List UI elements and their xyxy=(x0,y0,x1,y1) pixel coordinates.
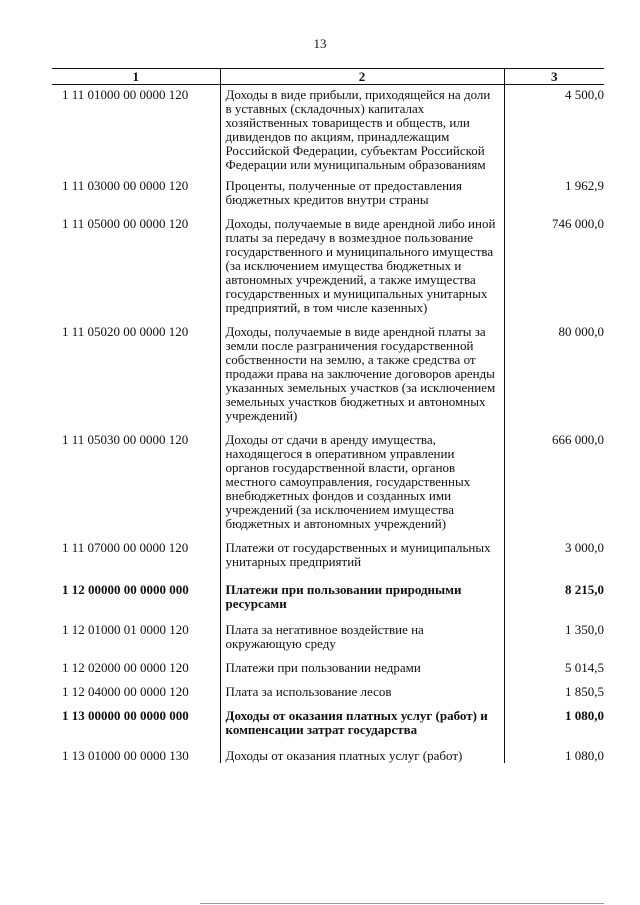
row-code: 1 11 01000 00 0000 120 xyxy=(62,87,189,102)
row-code: 1 12 04000 00 0000 120 xyxy=(62,684,189,699)
row-description: Доходы от сдачи в аренду имущества, находящегося в оперативном управлении органов государственной власти, органов местного самоуправления, государственных внебюджетных фондов и созданных ими учреждений (за исключением имущества бюджетных и автономных учреждений) xyxy=(220,433,504,541)
row-code: 1 11 05020 00 0000 120 xyxy=(62,324,189,339)
row-amount: 1 850,5 xyxy=(504,685,604,709)
row-code: 1 12 00000 00 0000 000 xyxy=(62,582,189,597)
row-description: Платежи при пользовании недрами xyxy=(220,661,504,685)
row-amount: 1 350,0 xyxy=(504,623,604,661)
table-row xyxy=(52,541,604,583)
row-description: Доходы, получаемые в виде арендной платы за земли после разграничения государственной собственности на землю, а также средства от продажи права на заключение договоров аренды указанных земельных участков (за исключением земельных участков бюджетных и автономных учреждений) xyxy=(220,325,504,433)
row-amount: 666 000,0 xyxy=(504,433,604,541)
row-description: Платежи при пользовании природными ресурсами xyxy=(220,583,504,623)
row-description: Плата за использование лесов xyxy=(220,685,504,709)
table-header-row xyxy=(52,69,604,85)
row-description: Проценты, полученные от предоставления бюджетных кредитов внутри страны xyxy=(220,179,504,217)
table-row xyxy=(52,685,604,709)
row-description: Доходы, получаемые в виде арендной либо иной платы за передачу в возмездное пользование государственного и муниципального имущества (за исключением имущества бюджетных и автономных учреждений, а также имущества государственных и муниципальных унитарных предприятий, в том числе казенных) xyxy=(220,217,504,325)
table-row xyxy=(52,709,604,749)
table-row xyxy=(52,217,604,325)
row-amount: 1 080,0 xyxy=(504,709,604,749)
row-code: 1 11 05030 00 0000 120 xyxy=(62,432,189,447)
row-code: 1 12 01000 01 0000 120 xyxy=(62,622,189,637)
column-header-description: 2 xyxy=(220,69,504,85)
column-header-amount: 3 xyxy=(504,69,604,85)
row-amount: 1 080,0 xyxy=(504,749,604,763)
table-row xyxy=(52,325,604,433)
row-amount: 8 215,0 xyxy=(504,583,604,623)
page-number: 13 xyxy=(313,36,327,51)
row-amount: 3 000,0 xyxy=(504,541,604,583)
row-amount: 746 000,0 xyxy=(504,217,604,325)
row-code: 1 11 03000 00 0000 120 xyxy=(62,178,189,193)
column-header-code: 1 xyxy=(52,69,220,85)
table-body xyxy=(52,85,604,764)
budget-revenue-table xyxy=(52,68,604,763)
row-code: 1 11 07000 00 0000 120 xyxy=(62,540,189,555)
row-amount: 1 962,9 xyxy=(504,179,604,217)
row-amount: 4 500,0 xyxy=(504,85,604,180)
row-code: 1 13 01000 00 0000 130 xyxy=(62,748,189,763)
bottom-rule xyxy=(200,903,604,904)
table-row xyxy=(52,583,604,623)
row-code: 1 13 00000 00 0000 000 xyxy=(62,708,189,723)
row-description: Плата за негативное воздействие на окружающую среду xyxy=(220,623,504,661)
row-code: 1 11 05000 00 0000 120 xyxy=(62,216,189,231)
row-description: Доходы в виде прибыли, приходящейся на доли в уставных (складочных) капиталах хозяйственных товариществ и обществ, или дивидендов по акциям, принадлежащим Российской Федерации, субъектам Российской Федерации или муниципальным образованиям xyxy=(220,85,504,180)
table-row xyxy=(52,661,604,685)
table-row xyxy=(52,623,604,661)
row-amount: 80 000,0 xyxy=(504,325,604,433)
table-row xyxy=(52,85,604,180)
row-code: 1 12 02000 00 0000 120 xyxy=(62,660,189,675)
row-description: Доходы от оказания платных услуг (работ) и компенсации затрат государства xyxy=(220,709,504,749)
row-description: Платежи от государственных и муниципальных унитарных предприятий xyxy=(220,541,504,583)
row-description: Доходы от оказания платных услуг (работ) xyxy=(220,749,504,763)
table-row xyxy=(52,433,604,541)
table-row xyxy=(52,179,604,217)
table-row xyxy=(52,749,604,763)
row-amount: 5 014,5 xyxy=(504,661,604,685)
